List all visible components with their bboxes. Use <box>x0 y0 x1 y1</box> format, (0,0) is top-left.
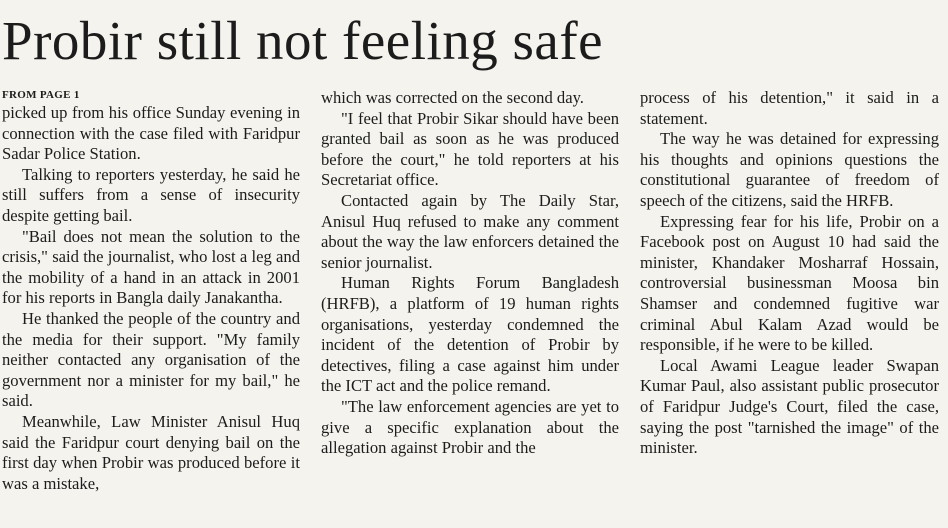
paragraph: "Bail does not mean the solution to the crisis," said the journalist, who lost a leg and the mobility of a hand in an attack in 2001 for his reports in Bangla daily Janakantha. <box>2 226 300 308</box>
paragraph: Local Awami League leader Swapan Kumar Paul, also assistant public prosecutor of Faridpur Judge's Court, filed the case, saying the post "tarnished the image" of the minister. <box>640 355 939 458</box>
paragraph: process of his detention," it said in a statement. <box>640 88 939 128</box>
paragraph: Contacted again by The Daily Star, Anisul Huq refused to make any comment about the way the law enforcers detained the senior journalist. <box>321 190 619 272</box>
paragraph: Meanwhile, Law Minister Anisul Huq said the Faridpur court denying bail on the first day when Probir was produced before it was a mistake, <box>2 411 300 493</box>
paragraph: The way he was detained for expressing his thoughts and opinions questions the constitutional guarantee of freedom of speech of the citizens, said the HRFB. <box>640 129 939 210</box>
article-column-2 <box>321 88 619 459</box>
paragraph: Talking to reporters yesterday, he said he still suffers from a sense of insecurity despite getting bail. <box>2 164 300 225</box>
paragraph: "The law enforcement agencies are yet to give a specific explanation about the allegation against Probir and the <box>321 396 619 458</box>
headline: Probir still not feeling safe <box>2 10 604 71</box>
paragraph: which was corrected on the second day. <box>321 88 584 107</box>
paragraph: Expressing fear for his life, Probir on a Facebook post on August 10 had said the minister, Khandaker Mosharraf Hossain, controversial businessman Moosa bin Shamser and condemned fugitive war criminal Abul Kalam Azad would be responsible, if he were to be killed. <box>640 211 939 355</box>
paragraph: He thanked the people of the country and the media for their support. "My family neither contacted any organisation of the government nor a minister for my bail," he said. <box>2 308 300 411</box>
article-column-3 <box>640 88 939 459</box>
article-column-1 <box>2 88 300 494</box>
paragraph: Human Rights Forum Bangladesh (HRFB), a platform of 19 human rights organisations, yesterday condemned the incident of the detention of Probir by detectives, filing a case against him under the ICT act and the police remand. <box>321 273 619 396</box>
paragraph: "I feel that Probir Sikar should have been granted bail as soon as he was produced before the court," he told reporters at his Secretariat office. <box>321 108 619 190</box>
kicker-from-page: FROM PAGE 1 <box>2 89 80 101</box>
paragraph: picked up from his office Sunday evening in connection with the case filed with Faridpur Sadar Police Station. <box>2 103 300 164</box>
